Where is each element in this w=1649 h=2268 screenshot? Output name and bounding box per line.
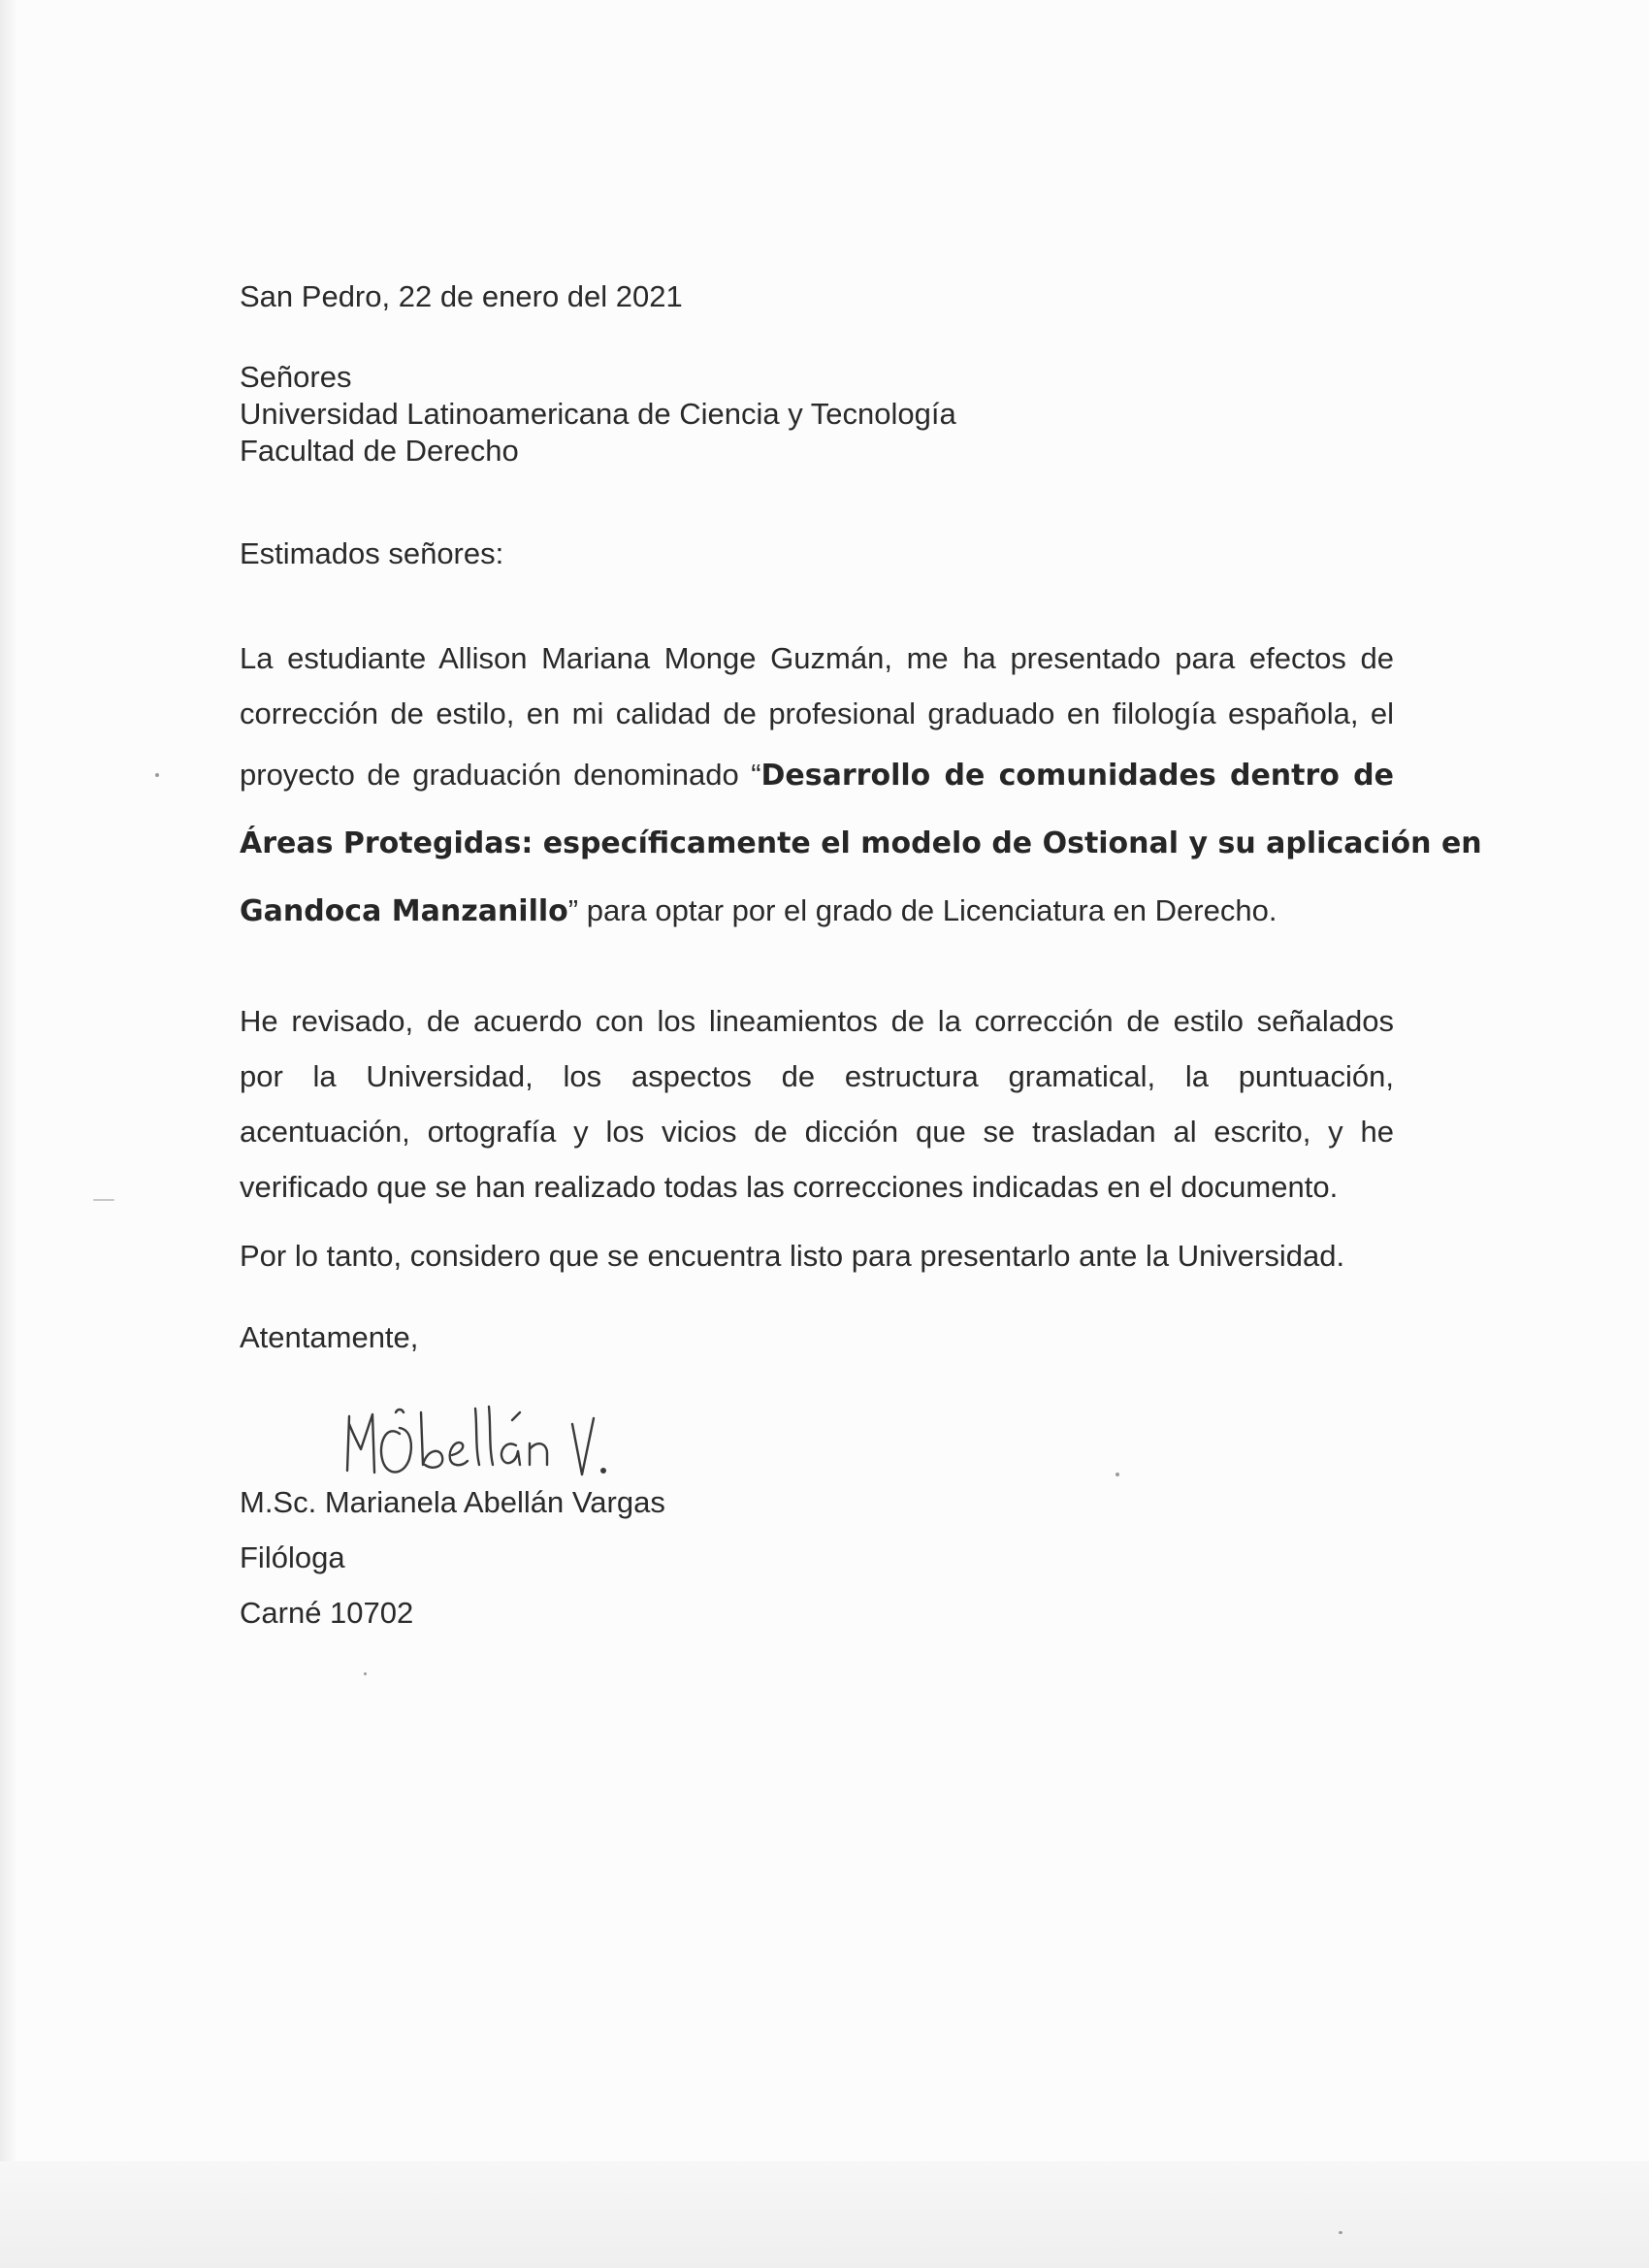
handwritten-signature	[340, 1395, 660, 1482]
line3-prefix: proyecto de graduación denominado “	[240, 758, 761, 792]
date-text: San Pedro, 22 de enero del 2021	[240, 279, 683, 313]
paragraph1-line: corrección de estilo, en mi calidad de profesional graduado en filología española, el	[240, 697, 1394, 730]
addressee-block	[240, 359, 1394, 470]
greeting	[240, 535, 1394, 572]
addressee-salutation: Señores	[240, 360, 352, 394]
scan-speck	[1339, 2231, 1342, 2234]
paragraph2-line: acentuación, ortografía y los vicios de dicción que se trasladan al escrito, y he	[240, 1115, 1394, 1149]
scan-speck	[1116, 1473, 1119, 1476]
paragraph2-line: He revisado, de acuerdo con los lineamientos de la corrección de estilo señalados	[240, 1004, 1394, 1038]
paragraph1-line	[240, 877, 1394, 945]
closing-text: Atentamente,	[240, 1320, 419, 1354]
addressee-institution: Universidad Latinoamericana de Ciencia y Tecnología	[240, 397, 956, 431]
signer-name: M.Sc. Marianela Abellán Vargas	[240, 1485, 665, 1519]
project-title-part1: Desarrollo de comunidades dentro de	[760, 759, 1394, 793]
scan-speck	[364, 1672, 367, 1675]
scan-speck	[93, 1199, 114, 1201]
paragraph2-line: por la Universidad, los aspectos de estructura gramatical, la puntuación,	[240, 1059, 1394, 1093]
scan-shadow-bottom	[0, 2161, 1649, 2268]
paragraph1-line	[240, 741, 1394, 809]
project-title-part2: Áreas Protegidas: específicamente el modelo de Ostional y su aplicación en	[240, 826, 1482, 860]
paragraph-presentation	[240, 631, 1482, 945]
paragraph-conclusion	[240, 1228, 1394, 1283]
greeting-text: Estimados señores:	[240, 536, 504, 570]
paragraph2-line: verificado que se han realizado todas las correcciones indicadas en el documento.	[240, 1170, 1339, 1204]
paragraph-review	[240, 993, 1394, 1215]
scan-speck	[155, 773, 159, 777]
project-title-part3: Gandoca Manzanillo	[240, 894, 568, 928]
closing	[240, 1310, 1394, 1365]
line5-suffix: ” para optar por el grado de Licenciatura en Derecho.	[567, 893, 1277, 927]
letter-date	[240, 278, 1394, 315]
signer-block	[240, 1474, 1394, 1640]
paragraph1-line	[240, 809, 1482, 877]
signer-id: Carné 10702	[240, 1596, 414, 1630]
addressee-faculty: Facultad de Derecho	[240, 434, 519, 468]
paragraph1-line: La estudiante Allison Mariana Monge Guzmán, me ha presentado para efectos de	[240, 641, 1394, 675]
signer-role: Filóloga	[240, 1540, 345, 1574]
conclusion-text: Por lo tanto, considero que se encuentra listo para presentarlo ante la Universidad.	[240, 1239, 1345, 1273]
scan-shadow-left	[0, 0, 17, 2268]
